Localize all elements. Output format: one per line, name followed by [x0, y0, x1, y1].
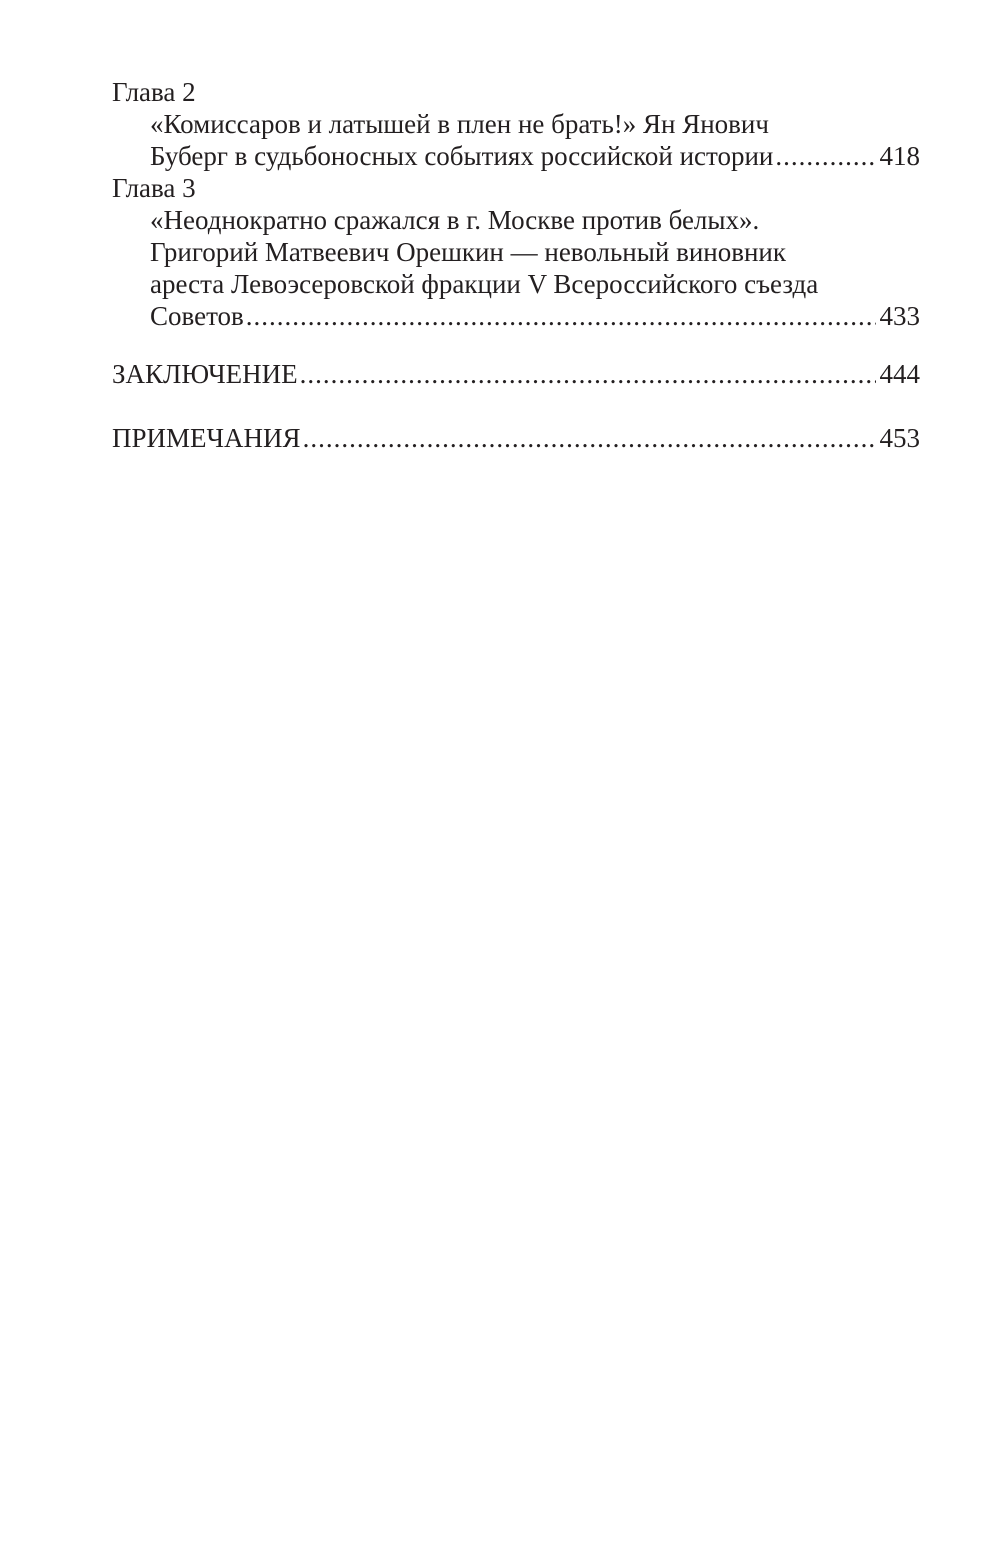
conclusion-page-number: 444 — [879, 359, 920, 389]
chapter-3-title-line-3: ареста Левоэсеровской фракции V Всероссийского съезда — [150, 269, 819, 299]
table-of-contents — [112, 76, 920, 454]
dot-leader — [303, 422, 876, 454]
notes-title: ПРИМЕЧАНИЯ — [112, 423, 301, 453]
dot-leader — [300, 358, 876, 390]
dot-leader — [775, 140, 875, 172]
chapter-3-title-line-1: «Неоднократно сражался в г. Москве против белых». — [150, 205, 760, 235]
notes-entry[interactable] — [112, 422, 920, 454]
conclusion-title: ЗАКЛЮЧЕНИЕ — [112, 359, 298, 389]
chapter-3-title-line-4: Советов — [150, 301, 244, 331]
chapter-2-entry[interactable] — [112, 140, 920, 172]
chapter-2-label: Глава 2 — [112, 77, 196, 107]
chapter-2-title-line-2: Буберг в судьбоносных событиях российской истории — [150, 141, 774, 171]
chapter-2-page-number: 418 — [879, 141, 920, 171]
dot-leader — [246, 300, 876, 332]
chapter-3-label: Глава 3 — [112, 173, 196, 203]
chapter-3-title-line-2: Григорий Матвеевич Орешкин — невольный виновник — [150, 237, 787, 267]
notes-page-number: 453 — [879, 423, 920, 453]
chapter-3-page-number: 433 — [879, 301, 920, 331]
conclusion-entry[interactable] — [112, 358, 920, 390]
chapter-3-entry[interactable] — [112, 300, 920, 332]
chapter-2-title-line-1: «Комиссаров и латышей в плен не брать!» Ян Янович — [150, 109, 769, 139]
